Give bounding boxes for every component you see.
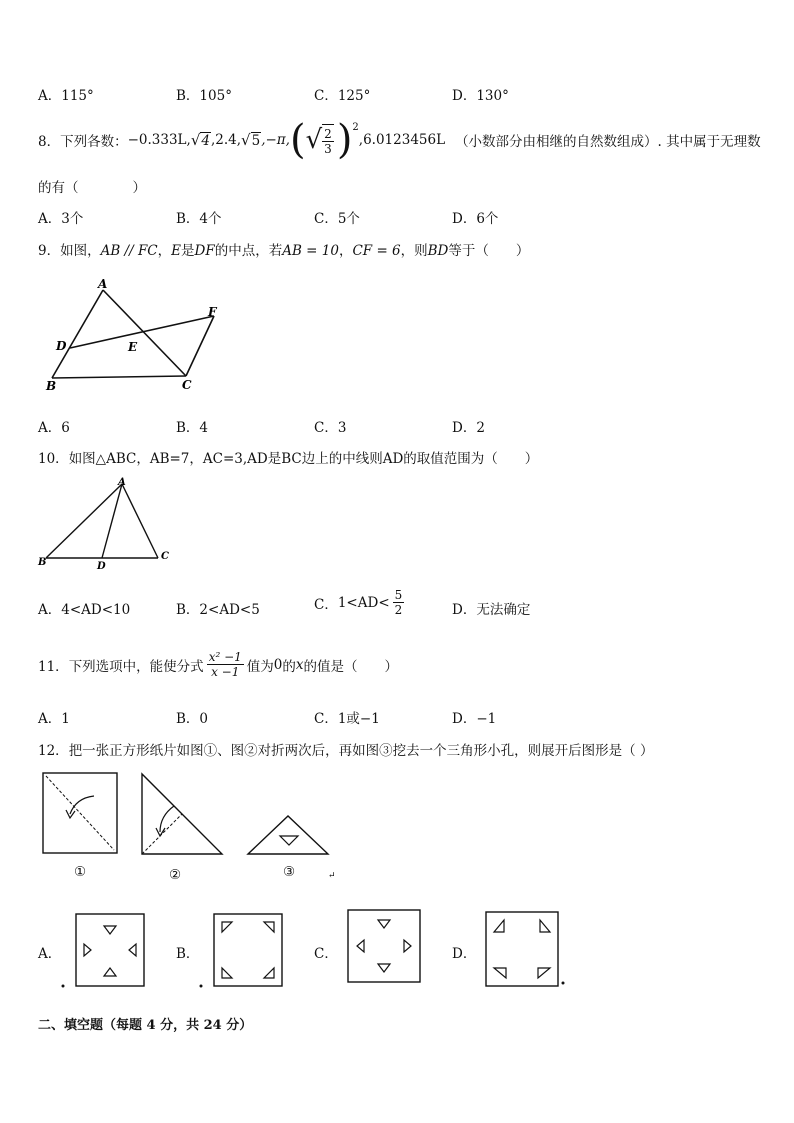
q10-label-d: D: [97, 561, 106, 572]
q8-stem-line2: 的有（ ）: [38, 180, 146, 196]
q10-label-b: B: [38, 557, 47, 568]
section-2-title: 二、填空题（每题 4 分，共 24 分）: [38, 1018, 253, 1033]
q12-option-c-figure: [348, 910, 420, 982]
q10-stem: 10．如图△ABC，AB=7，AC=3,AD是BC边上的中线则AD的取值范围为（ ）: [38, 451, 539, 467]
q10-label-a: A: [118, 477, 126, 488]
q10-option-d: D．无法确定: [452, 602, 531, 618]
q9-label-c: C: [182, 378, 192, 392]
q9-stem: 9．如图，AB // FC，E是DF的中点，若AB = 10，CF = 6，则BD等于（ ）: [38, 243, 530, 259]
q12-fig3-label: ③: [283, 864, 296, 880]
q7-option-c: C．125°: [314, 88, 371, 104]
q11-option-d: D．−1: [452, 711, 497, 727]
q11-option-a: A．1: [38, 711, 70, 727]
q9-label-b: B: [46, 379, 57, 393]
q10-option-c: C． 1<AD< $\frac{5}{2}$: [314, 588, 403, 617]
q12-option-b-figure: [200, 914, 282, 987]
q8-sqrt5: √ 5: [241, 131, 261, 149]
q9-figure: [40, 272, 230, 397]
q8-num-5: ,6.0123456L: [358, 132, 446, 148]
q12-option-figures: [56, 904, 576, 996]
q8-sqrt4: √ 4: [190, 131, 210, 149]
q8-stem: [38, 112, 761, 168]
q9-option-a: A．6: [38, 420, 70, 436]
q12-option-b: B．: [176, 946, 200, 962]
q11-option-b: B．0: [176, 711, 209, 727]
q9-label-d: D: [56, 339, 67, 353]
q8-suffix: （小数部分由相继的自然数组成）. 其中属于无理数: [455, 134, 761, 150]
q12-fig2-label: ②: [169, 867, 182, 883]
q8-paren-expr: ( √ $\frac{2}{3}$ ) 2: [289, 117, 359, 163]
q8-prefix: 下列各数：: [60, 134, 128, 150]
q10-option-b: B．2<AD<5: [176, 602, 260, 618]
q9-option-c: C．3: [314, 420, 347, 436]
q7-option-a: A．115°: [38, 88, 94, 104]
q8-comma: ,: [186, 132, 191, 148]
q12-fig1: [43, 773, 117, 853]
q8-num-2: ,2.4,: [210, 132, 242, 148]
q12-option-d-figure: [486, 912, 564, 986]
q9-option-b: B．4: [176, 420, 209, 436]
q9-option-d: D．2: [452, 420, 485, 436]
return-mark: ↵: [328, 871, 336, 881]
q9-label-a: A: [98, 277, 108, 291]
q11-stem: 11． 下列选项中，能使分式 $\frac{\text{x² −1}}{x -1}$ 值为 0 的 x 的值是（ ）: [38, 650, 398, 679]
q8-num-1: −0.333L: [127, 132, 187, 148]
q8-option-c: C．5个: [314, 211, 360, 227]
q12-option-a-figure: [62, 914, 144, 987]
q8-num-3: ,−π,: [261, 132, 290, 148]
q7-option-d: D．130°: [452, 88, 509, 104]
q12-stem: 12．把一张正方形纸片如图①、图②对折两次后，再如图③挖去一个三角形小孔，则展开后图形是（ ）: [38, 743, 654, 759]
q10-label-c: C: [161, 551, 169, 562]
q12-fig3: [248, 816, 328, 854]
q11-option-c: C．1或−1: [314, 711, 380, 727]
q9-label-e: E: [128, 340, 138, 354]
q12-option-a: A．: [38, 946, 62, 962]
q10-figure: [34, 474, 184, 574]
q12-fig2: [142, 774, 222, 854]
q8-number: 8．: [38, 134, 61, 150]
q12-option-d: D．: [452, 946, 477, 962]
q7-option-b: B．105°: [176, 88, 232, 104]
q8-option-d: D．6个: [452, 211, 499, 227]
q10-option-a: A．4<AD<10: [38, 602, 131, 618]
q9-label-f: F: [208, 305, 217, 319]
q12-fig1-label: ①: [74, 864, 87, 880]
q8-option-b: B．4个: [176, 211, 222, 227]
q8-option-a: A．3个: [38, 211, 84, 227]
q12-option-c: C．: [314, 946, 338, 962]
